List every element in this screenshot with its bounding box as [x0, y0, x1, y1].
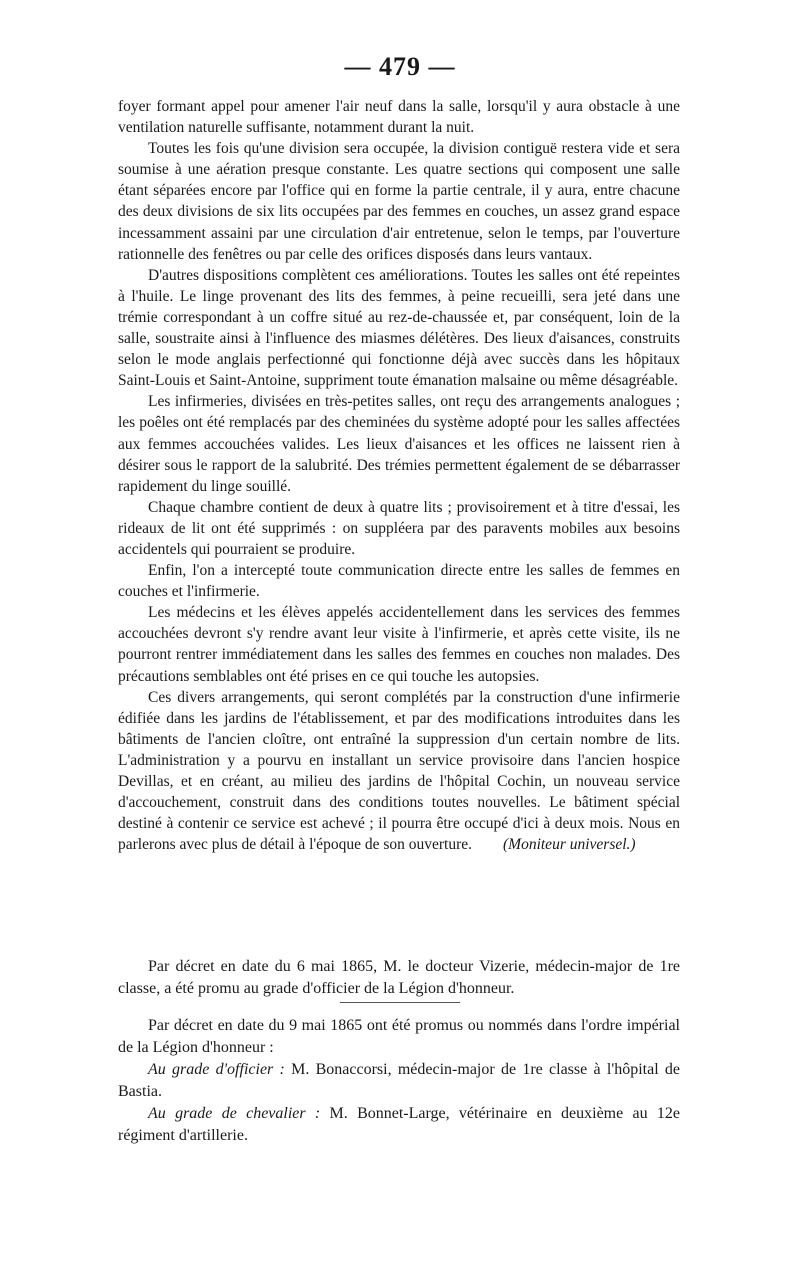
decree-officer [118, 1059, 680, 1103]
paragraph: Toutes les fois qu'une division sera occupée, la division contiguë restera vide et sera soumise à une aération presque constante. Les quatre sections qui composent une salle étant séparées encore par l'office qui en forme la partie centrale, il y aura, entre chacune des deux divisions de six lits occupées par des femmes en couches, un assez grand espace incessamment assaini par une circulation d'air entretenue, selon le temps, par l'ouverture rationnelle des fenêtres ou par celle des orifices disposés dans leurs vantaux. [118, 140, 680, 263]
paragraph-with-source [118, 687, 680, 856]
paragraph: Chaque chambre contient de deux à quatre lits ; provisoirement et à titre d'essai, les rideaux de lit ont été supprimés : on suppléera par des paravents mobiles aux besoins accidentels qui pourraient se produire. [118, 498, 680, 558]
separator-rule [340, 1002, 460, 1003]
decree-intro: Par décret en date du 9 mai 1865 ont été promus ou nommés dans l'ordre impérial de la Légion d'honneur : [118, 1017, 680, 1056]
paragraph: Les infirmeries, divisées en très-petites salles, ont reçu des arrangements analogues ; les poêles ont été remplacés par des cheminées du système adopté pour les salles affectées aux femmes accouchées valides. Les lieux d'aisances et les offices ne laissent rien à désirer sous le rapport de la salubrité. Des trémies permettent également de se débarrasser rapidement du linge souillé. [118, 393, 680, 495]
paragraph: foyer formant appel pour amener l'air neuf dans la salle, lorsqu'il y aura obstacle à une ventilation naturelle suffisante, notamment durant la nuit. [118, 98, 680, 137]
paragraph: Les médecins et les élèves appelés accidentellement dans les services des femmes accouchées devront s'y rendre avant leur visite à l'infirmerie, et après cette visite, ils ne pourront rentrer immédiatement dans les salles des femmes en couches non malades. Des précautions semblables ont été prises en ce qui touche les autopsies. [118, 604, 680, 685]
decree-text: Par décret en date du 6 mai 1865, M. le docteur Vizerie, médecin-major de 1re classe, a été promu au grade d'officier de la Légion d'honneur. [118, 958, 680, 997]
decree-knight [118, 1103, 680, 1147]
decree-promotions [118, 1015, 680, 1147]
article-body [118, 96, 680, 855]
decree-vizerie [118, 956, 680, 1000]
grade-officer-label: Au grade d'officier : [148, 1061, 285, 1078]
grade-knight-label: Au grade de chevalier : [148, 1105, 321, 1122]
officer-text: M. Bonaccorsi, médecin-major de 1re classe à l'hôpital de Bastia. [118, 1061, 680, 1100]
knight-text: M. Bonnet-Large, vétérinaire en deuxième au 12e régiment d'artillerie. [118, 1105, 681, 1144]
paragraph: D'autres dispositions complètent ces améliorations. Toutes les salles ont été repeintes à l'huile. Le linge provenant des lits des femmes, à peine recueilli, sera jeté dans une trémie correspondant à un coffre situé au rez-de-chaussée et, par conséquent, loin de la salle, soustraite ainsi à l'influence des miasmes délétères. Des lieux d'aisances, construits selon le mode anglais perfectionné qui fonctionne déjà avec succès dans les hôpitaux Saint-Louis et Saint-Antoine, suppriment toute émanation malsaine ou même désagréable. [118, 266, 680, 390]
source-citation: (Moniteur universel.) [503, 836, 636, 854]
page-number: — 479 — [344, 52, 456, 81]
paragraph: Ces divers arrangements, qui seront complétés par la construction d'une infirmerie édifiée dans les jardins de l'établissement, et par des modifications introduites dans les bâtiments de l'ancien cloître, ont entraîné la suppression d'un certain nombre de lits. L'administration y a pourvu en installant un service provisoire dans l'ancien hospice Devillas, et en créant, au milieu des jardins de l'hôpital Cochin, un nouveau service d'accouchement, construit dans des conditions toutes nouvelles. Le bâtiment spécial destiné à contenir ce service est achevé ; il pourra être occupé d'ici à deux mois. Nous en parlerons avec plus de détail à l'époque de son ouverture. [118, 688, 680, 854]
paragraph: Enfin, l'on a intercepté toute communication directe entre les salles de femmes en couches et l'infirmerie. [118, 562, 680, 601]
